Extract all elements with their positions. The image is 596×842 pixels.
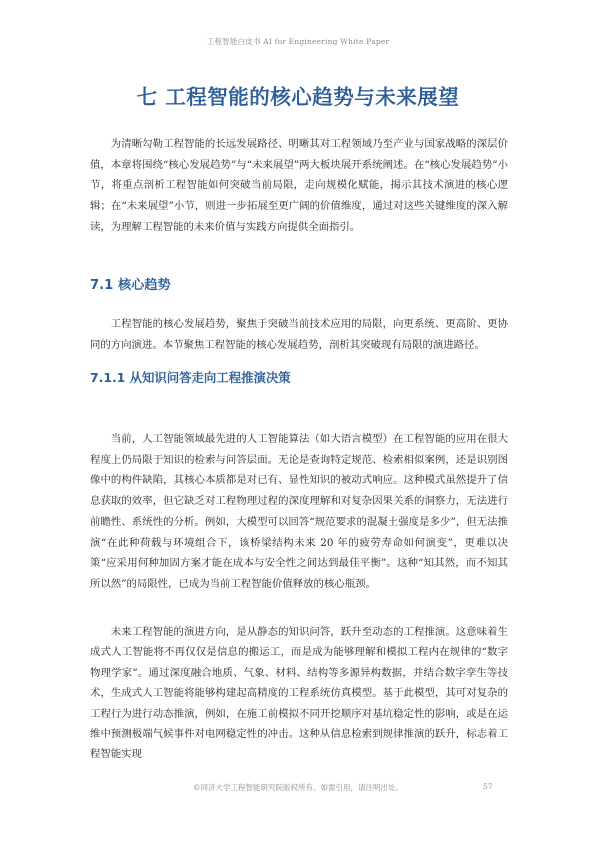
page-number: 57 [483, 782, 493, 791]
section-7-1-paragraph: 工程智能的核心发展趋势，聚焦于突破当前技术应用的局限，向更系统、更高阶、更协同的方向演进。本节聚焦工程智能的核心发展趋势，剖析其突破现有局限的演进路径。 [90, 318, 508, 351]
section-7-1-1-paragraph-1: 当前，人工智能领域最先进的人工智能算法（如大语言模型）在工程智能的应用在很大程度上仍局限于知识的检索与问答层面。无论是查询特定规范、检索相似案例，还是识别图像中的构件缺陷，其核心本质都是对已有、显性知识的被动式响应。这种模式虽然提升了信息获取的效率，但它缺乏对工程物理过程的深度理解和对复杂因果关系的洞察力，无法进行前瞻性、系统性的分析。例如，大模型可以回答“规范要求的混凝土强度是多少”，但无法推演“在此种荷载与环境组合下，该桥梁结构未来 20 年的疲劳寿命如何演变”，更难以决策“应采用何种加固方案才能在成本与安全性之间达到最佳平衡”。这种“知其然，而不知其所以然”的局限性，已成为当前工程智能价值释放的核心瓶颈。 [90, 433, 508, 590]
section-heading-7-1-1: 7.1.1 从知识问答走向工程推演决策 [90, 370, 291, 385]
running-header: 工程智能白皮书 AI for Engineering White Paper [206, 37, 390, 46]
chapter-title: 七 工程智能的核心趋势与未来展望 [136, 85, 460, 109]
section-7-1-1-paragraph-2: 未来工程智能的演进方向，是从静态的知识问答，跃升至动态的工程推演。这意味着生成式人工智能将不再仅仅是信息的搬运工，而是成为能够理解和模拟工程内在规律的“数字物理学家”。通过深度融合地质、气象、材料、结构等多源异构数据，并结合数字孪生等技术，生成式人工智能将能够构建起高精度的工程系统仿真模型。基于此模型，其可对复杂的工程行为进行动态推演，例如，在施工前模拟不同开挖顺序对基坑稳定性的影响，或是在运维中预测极端气候事件对电网稳定性的冲击。这种从信息检索到规律推演的跃升，标志着工程智能实现 [90, 626, 508, 761]
footer-copyright: ©同济大学工程智能研究院版权所有。如需引用，请注明出处。 [193, 783, 403, 792]
section-heading-7-1: 7.1 核心趋势 [90, 278, 171, 293]
intro-paragraph: 为清晰勾勒工程智能的长远发展路径、明晰其对工程领域乃至产业与国家战略的深层价值，本章将围绕“核心发展趋势”与“未来展望”两大板块展开系统阐述。在“核心发展趋势”小节，将重点剖析工程智能如何突破当前局限，走向规模化赋能，揭示其技术演进的核心逻辑；在“未来展望”小节，则进一步拓展至更广阔的价值维度，通过对这些关键维度的深入解读，为理解工程智能的未来价值与实践方向提供全面指引。 [90, 138, 508, 233]
